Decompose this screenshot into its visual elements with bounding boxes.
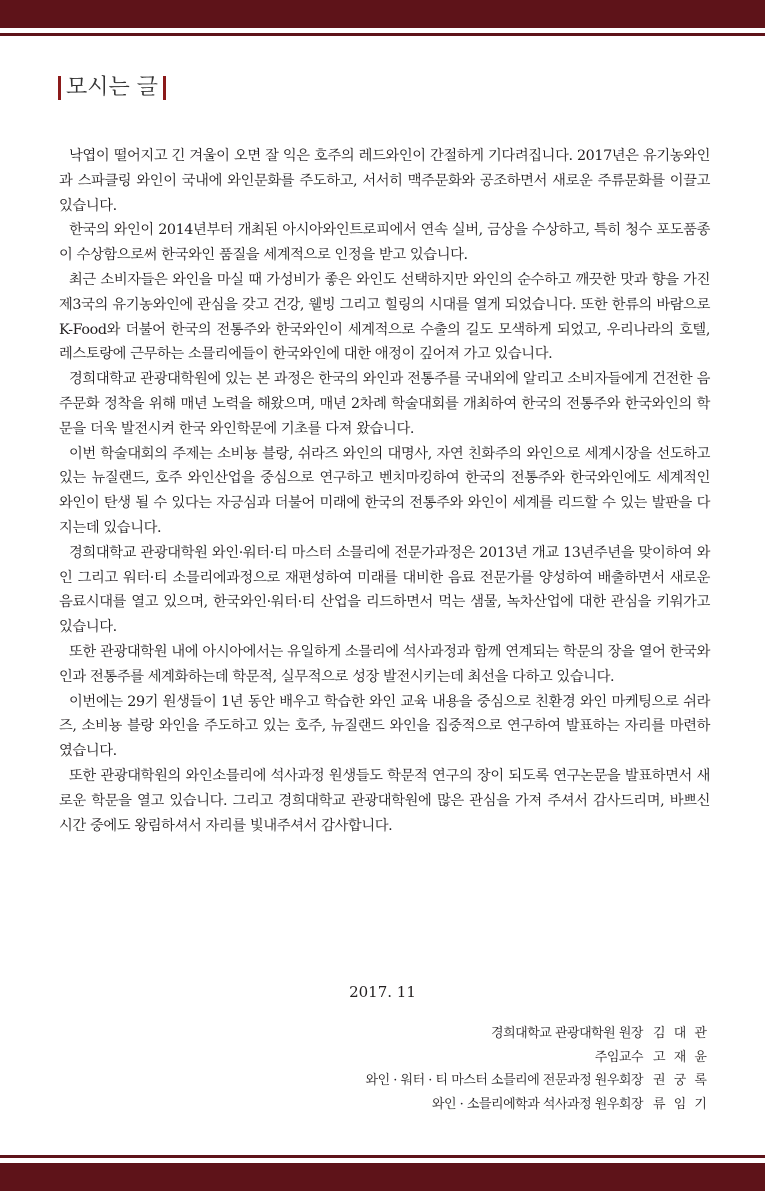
signature-role: 경희대학교 관광대학원 원장: [491, 1026, 643, 1041]
paragraph: 이번에는 29기 원생들이 1년 동안 배우고 학습한 와인 교육 내용을 중심으로 친환경 와인 마케팅으로 쉬라즈, 소비뇽 블랑 와인을 주도하고 있는 호주, 뉴질랜드 와인을 집중적으로 연구하여 발표하는 자리를 마련하였습니다.: [59, 693, 710, 760]
signature-role: 주임교수: [594, 1049, 643, 1065]
page-title: [58, 74, 166, 102]
signature-row: [366, 1022, 711, 1046]
bottom-rule: [0, 1155, 765, 1158]
paragraph: 경희대학교 관광대학원 와인·워터·티 마스터 소믈리에 전문가과정은 2013년 개교 13년주년을 맞이하여 와인 그리고 워터·티 소믈리에과정으로 재편성하여 미래를 대비한 음료 전문가를 양성하여 배출하면서 새로운 음료시대를 열고 있으며, 한국와인·워터·티 산업을 리드하면서 먹는 샘물, 녹차산업에 대한 관심을 키워가고 있습니다.: [59, 544, 710, 636]
paragraph: 또한 관광대학원 내에 아시아에서는 유일하게 소믈리에 석사과정과 함께 연계되는 학문의 장을 열어 한국와인과 전통주를 세계화하는데 학문적, 실무적으로 성장 발전시키는데 최선을 다하고 있습니다.: [59, 643, 710, 685]
signature-block: [366, 1022, 711, 1116]
paragraph: 낙엽이 떨어지고 긴 겨울이 오면 잘 익은 호주의 레드와인이 간절하게 기다려집니다. 2017년은 유기농와인과 스파클링 와인이 국내에 와인문화를 주도하고, 서서히 맥주문화와 공조하면서 새로운 주류문화를 이끌고 있습니다.: [59, 148, 710, 214]
bottom-band: [0, 1163, 765, 1191]
signature-row: [366, 1069, 711, 1093]
signature-name: 류 임 기: [653, 1096, 709, 1112]
paragraph: 경희대학교 관광대학원에 있는 본 과정은 한국의 와인과 전통주를 국내외에 알리고 소비자들에게 건전한 음주문화 정착을 위해 매년 노력을 해왔으며, 매년 2차례 학술대회를 개최하여 한국의 전통주와 한국와인의 학문을 더욱 발전시켜 한국 와인학문에 기초를 다져 왔습니다.: [59, 371, 710, 437]
paragraph: 한국의 와인이 2014년부터 개최된 아시아와인트로피에서 연속 실버, 금상을 수상하고, 특히 청수 포도품종이 수상함으로써 한국와인 품질을 세계적으로 인정을 받고 있습니다.: [59, 222, 710, 264]
page-title-text: 모시는 글: [66, 75, 159, 100]
signature-role: 와인 · 소믈리에학과 석사과정 원우회장: [431, 1096, 643, 1112]
signature-row: [366, 1093, 711, 1117]
signature-name: 권 궁 록: [653, 1073, 709, 1088]
paragraph: 이번 학술대회의 주제는 소비뇽 블랑, 쉬라즈 와인의 대명사, 자연 친화주의 와인으로 세계시장을 선도하고 있는 뉴질랜드, 호주 와인산업을 중심으로 연구하고 벤치마킹하여 한국의 전통주와 한국와인에도 세계적인 와인이 탄생 될 수 있다는 자긍심과 더불어 미래에 한국의 전통주와 와인이 세계를 리드할 수 있는 발판을 다지는데 있습니다.: [59, 445, 710, 536]
signature-name: 김 대 관: [653, 1026, 709, 1041]
signature-role: 와인 · 워터 · 티 마스터 소믈리에 전문과정 원우회장: [365, 1073, 643, 1088]
letter-date: 2017. 11: [349, 983, 416, 1001]
paragraph: 최근 소비자들은 와인을 마실 때 가성비가 좋은 와인도 선택하지만 와인의 순수하고 깨끗한 맛과 향을 가진 제3국의 유기농와인에 관심을 갖고 건강, 웰빙 그리고 힐링의 시대를 열게 되었습니다. 또한 한류의 바람으로 K-Food와 더불어 한국의 전통주와 한국와인이 세계적으로 수출의 길도 모색하게 되었고, 우리나라의 호텔, 레스토랑에 근무하는 소믈리에들이 한국와인에 대한 애정이 깊어져 가고 있습니다.: [59, 271, 710, 363]
title-bar-right: [163, 76, 166, 100]
signature-name: 고 재 윤: [653, 1049, 709, 1065]
signature-row: [366, 1046, 711, 1070]
top-rule: [0, 33, 765, 36]
top-band: [0, 0, 765, 28]
letter-body: [59, 144, 710, 838]
paragraph: 또한 관광대학원의 와인소믈리에 석사과정 원생들도 학문적 연구의 장이 되도록 연구논문을 발표하면서 새로운 학문을 열고 있습니다. 그리고 경희대학교 관광대학원에 많은 관심을 가져 주셔서 감사드리며, 바쁘신 시간 중에도 왕림하셔서 자리를 빛내주셔서 감사합니다.: [59, 767, 710, 834]
